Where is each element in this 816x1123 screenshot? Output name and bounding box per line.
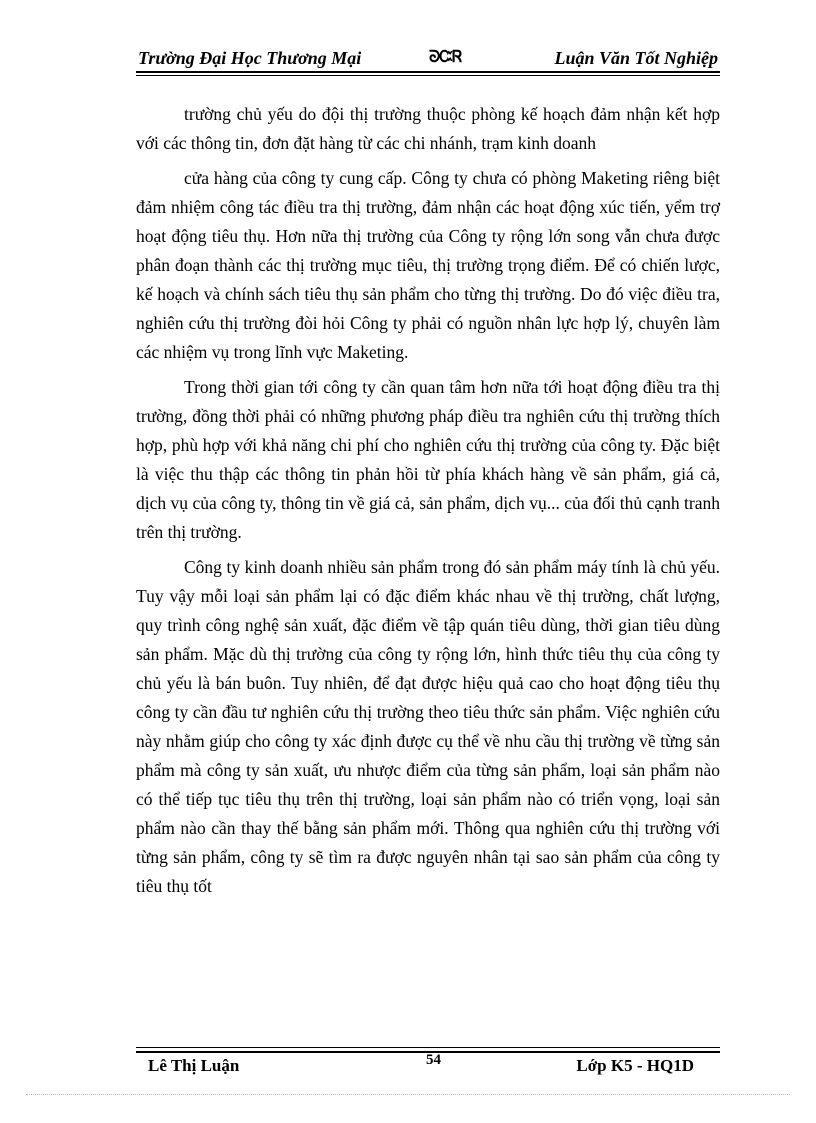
paragraph-2: cửa hàng của công ty cung cấp. Công ty chưa có phòng Maketing riêng biệt đảm nhiệm công tác điều tra thị trường, đảm nhận các hoạt động xúc tiến, yểm trợ hoạt động tiêu thụ. Hơn nữa thị trường của Công ty rộng lớn song vẫn chưa được phân đoạn thành các thị trường mục tiêu, thị trường trọng điểm. Để có chiến lược, kế hoạch và chính sách tiêu thụ sản phẩm cho từng thị trường. Do đó việc điều tra, nghiên cứu thị trường đòi hỏi Công ty phải có nguồn nhân lực hợp lý, chuyên làm các nhiệm vụ trong lĩnh vực Maketing. [136, 168, 720, 362]
header-document-title: Luận Văn Tốt Nghiệp [554, 48, 718, 68]
page-number: 54 [426, 1052, 441, 1068]
header-rule-thick [136, 71, 720, 73]
paragraph-4: Công ty kinh doanh nhiều sản phẩm trong đó sản phẩm máy tính là chủ yếu. Tuy vậy mỗi loại sản phẩm lại có đặc điểm khác nhau về thị trường, chất lượng, quy trình công nghệ sản xuất, đặc điểm về tập quán tiêu dùng, thời gian tiêu dùng sản phẩm. Mặc dù thị trường của công ty rộng lớn, hình thức tiêu thụ của công ty chủ yếu là bán buôn. Tuy nhiên, để đạt được hiệu quả cao cho hoạt động tiêu thụ công ty cần đầu tư nghiên cứu thị trường theo tiêu thức sản phẩm. Việc nghiên cứu này nhằm giúp cho công ty xác định được cụ thể về nhu cầu thị trường về từng sản phẩm mà công ty sản xuất, ưu nhược điểm của từng sản phẩm, loại sản phẩm nào có thể tiếp tục tiêu thụ trên thị trường, loại sản phẩm nào có triển vọng, loại sản phẩm nào cần thay thế bằng sản phẩm mới. Thông qua nghiên cứu thị trường với từng sản phẩm, công ty sẽ tìm ra được nguyên nhân tại sao sản phẩm của công ty tiêu thụ tốt [136, 557, 720, 896]
footer-author: Lê Thị Luận [148, 1056, 240, 1075]
paragraph-1: trường chủ yếu do đội thị trường thuộc phòng kế hoạch đảm nhận kết hợp với các thông tin, đơn đặt hàng từ các chi nhánh, trạm kinh doanh [136, 104, 720, 153]
document-body [136, 100, 720, 907]
page-header [136, 46, 720, 72]
header-rule-thin [136, 75, 720, 76]
footer-class-name: Lớp K5 - HQ1D [576, 1056, 694, 1075]
header-school-name: Trường Đại Học Thương Mại [138, 48, 362, 68]
page-footer [136, 1052, 720, 1082]
footer-rule-thin [136, 1047, 720, 1048]
page-edge-divider [26, 1094, 790, 1095]
header-ornament-icon: ᘐᏨᏒ [429, 49, 462, 66]
paragraph-3: Trong thời gian tới công ty cần quan tâm hơn nữa tới hoạt động điều tra thị trường, đồng thời phải có những phương pháp điều tra nghiên cứu thị trường thích hợp, phù hợp với khả năng chi phí cho nghiên cứu thị trường của công ty. Đặc biệt là việc thu thập các thông tin phản hồi từ phía khách hàng về sản phẩm, giá cả, dịch vụ của công ty, thông tin về giá cả, sản phẩm, dịch vụ... của đối thủ cạnh tranh trên thị trường. [136, 377, 720, 542]
